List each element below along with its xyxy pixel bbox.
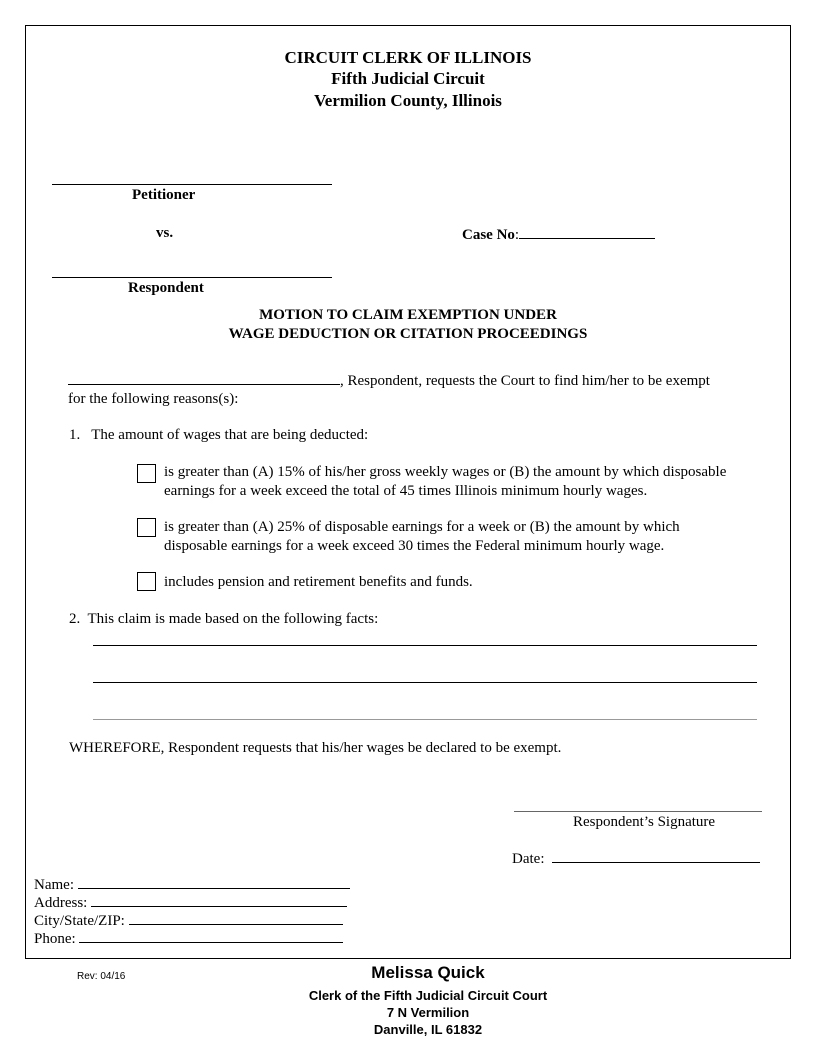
facts-line-1[interactable] bbox=[93, 645, 757, 646]
clerk-address-city: Danville, IL 61832 bbox=[373, 1022, 483, 1037]
facts-line-3[interactable] bbox=[93, 719, 757, 720]
item-2-heading: 2. This claim is made based on the following facts: bbox=[69, 611, 379, 627]
city-state-zip-input[interactable] bbox=[129, 911, 343, 925]
signature-line[interactable] bbox=[514, 811, 762, 812]
date-field bbox=[512, 849, 760, 869]
exemption-checkbox-pension[interactable] bbox=[137, 572, 156, 591]
option-2-line1: is greater than (A) 25% of disposable earnings for a week or (B) the amount by which bbox=[164, 519, 680, 535]
case-number-input[interactable] bbox=[519, 225, 655, 239]
exemption-checkbox-15-percent[interactable] bbox=[137, 464, 156, 483]
name-input[interactable] bbox=[78, 875, 350, 889]
respondent-line[interactable] bbox=[52, 277, 332, 278]
city-state-zip-field bbox=[34, 911, 343, 930]
request-text-continued: for the following reasons(s): bbox=[68, 391, 239, 407]
petitioner-label: Petitioner bbox=[132, 187, 196, 203]
option-2-line2: disposable earnings for a week exceed 30 times the Federal minimum hourly wage. bbox=[164, 538, 665, 554]
signature-label: Respondent’s Signature bbox=[573, 814, 716, 830]
case-number-field bbox=[462, 225, 655, 244]
respondent-name-input[interactable] bbox=[68, 371, 340, 385]
exemption-checkbox-25-percent[interactable] bbox=[137, 518, 156, 537]
phone-label: Phone: bbox=[34, 931, 76, 947]
case-number-label: Case No bbox=[462, 227, 515, 243]
circuit-name: Fifth Judicial Circuit bbox=[331, 69, 485, 88]
revision-date: Rev: 04/16 bbox=[77, 971, 126, 982]
option-1-line1: is greater than (A) 15% of his/her gross weekly wages or (B) the amount by which disposable bbox=[164, 464, 727, 480]
name-label: Name: bbox=[34, 877, 74, 893]
court-title: CIRCUIT CLERK OF ILLINOIS bbox=[284, 48, 532, 67]
address-field bbox=[34, 893, 347, 912]
address-label: Address: bbox=[34, 895, 88, 911]
case-number-colon: : bbox=[514, 227, 520, 243]
vs-label: vs. bbox=[156, 225, 174, 241]
phone-input[interactable] bbox=[79, 929, 343, 943]
clerk-name: Melissa Quick bbox=[371, 963, 485, 982]
request-text: , Respondent, requests the Court to find him/her to be exempt bbox=[340, 373, 710, 389]
wherefore-clause: WHEREFORE, Respondent requests that his/her wages be declared to be exempt. bbox=[69, 740, 562, 756]
county-name: Vermilion County, Illinois bbox=[314, 91, 502, 110]
option-1-line2: earnings for a week exceed the total of 45 times Illinois minimum hourly wages. bbox=[164, 483, 648, 499]
petitioner-line[interactable] bbox=[52, 184, 332, 185]
phone-field bbox=[34, 929, 343, 948]
request-paragraph bbox=[68, 371, 710, 391]
clerk-title: Clerk of the Fifth Judicial Circuit Court bbox=[308, 988, 548, 1003]
motion-title-line2: WAGE DEDUCTION OR CITATION PROCEEDINGS bbox=[228, 326, 588, 342]
respondent-label: Respondent bbox=[128, 280, 204, 296]
name-field bbox=[34, 875, 350, 894]
city-state-zip-label: City/State/ZIP: bbox=[34, 913, 125, 929]
date-label: Date: bbox=[512, 851, 545, 867]
clerk-address-street: 7 N Vermilion bbox=[386, 1005, 470, 1020]
item-1-heading: 1. The amount of wages that are being deducted: bbox=[69, 427, 369, 443]
address-input[interactable] bbox=[91, 893, 347, 907]
date-input[interactable] bbox=[552, 849, 760, 863]
option-3-line1: includes pension and retirement benefits and funds. bbox=[164, 574, 473, 590]
motion-title-line1: MOTION TO CLAIM EXEMPTION UNDER bbox=[259, 307, 557, 323]
facts-line-2[interactable] bbox=[93, 682, 757, 683]
